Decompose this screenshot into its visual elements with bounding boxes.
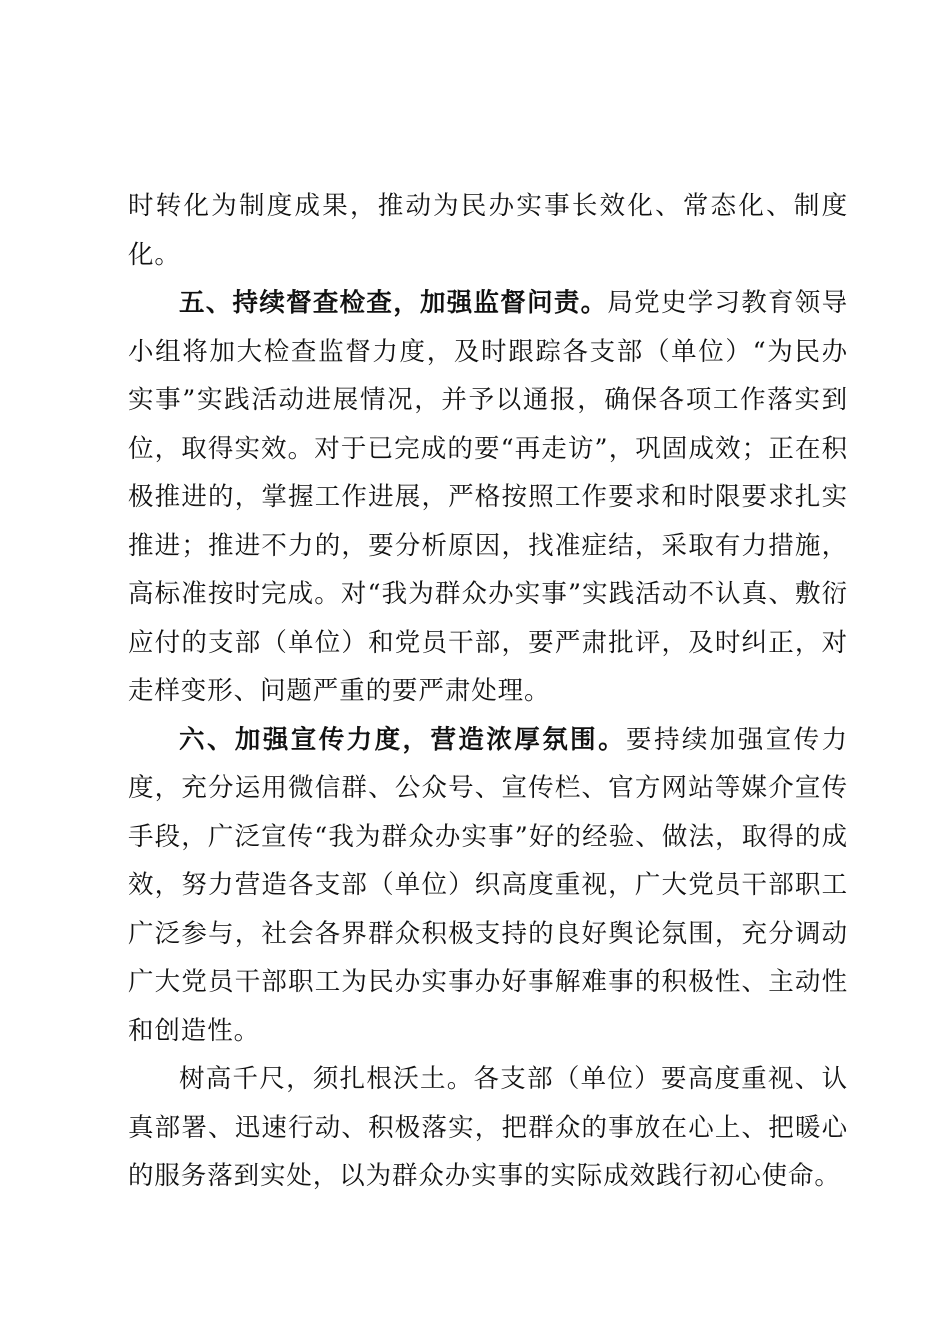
- section-heading: 六、加强宣传力度，营造浓厚氛围。: [179, 724, 627, 755]
- paragraph-section-five: [128, 279, 848, 716]
- paragraph-conclusion: [128, 1055, 848, 1201]
- paragraph-text: 树高千尺，须扎根沃土。各支部（单位）要高度重视、认真部署、迅速行动、积极落实，把群众的事放在心上、把暖心的服务落到实处，以为群众办实事的实际成效践行初心使命。: [128, 1064, 848, 1191]
- document-body: [128, 182, 848, 1201]
- paragraph-section-six: [128, 716, 848, 1056]
- paragraph-text: 时转化为制度成果，推动为民办实事长效化、常态化、制度化。: [128, 191, 848, 270]
- paragraph-text: 要持续加强宣传力度，充分运用微信群、公众号、宣传栏、官方网站等媒介宣传手段，广泛宣传“我为群众办实事”好的经验、做法，取得的成效，努力营造各支部（单位）织高度重视，广大党员干部职工广泛参与，社会各界群众积极支持的良好舆论氛围，充分调动广大党员干部职工为民办实事办好事解难事的积极性、主动性和创造性。: [128, 724, 849, 1046]
- section-heading: 五、持续督查检查，加强监督问责。: [179, 288, 608, 318]
- paragraph-text: 局党史学习教育领导小组将加大检查监督力度，及时跟踪各支部（单位）“为民办实事”实践活动进展情况，并予以通报，确保各项工作落实到位，取得实效。对于已完成的要“再走访”，巩固成效；正在积极推进的，掌握工作进展，严格按照工作要求和时限要求扎实推进；推进不力的，要分析原因，找准症结，采取有力措施，高标准按时完成。对“我为群众办实事”实践活动不认真、敷衍应付的支部（单位）和党员干部，要严肃批评，及时纠正，对走样变形、问题严重的要严肃处理。: [128, 288, 848, 706]
- paragraph-continuation: [128, 182, 848, 279]
